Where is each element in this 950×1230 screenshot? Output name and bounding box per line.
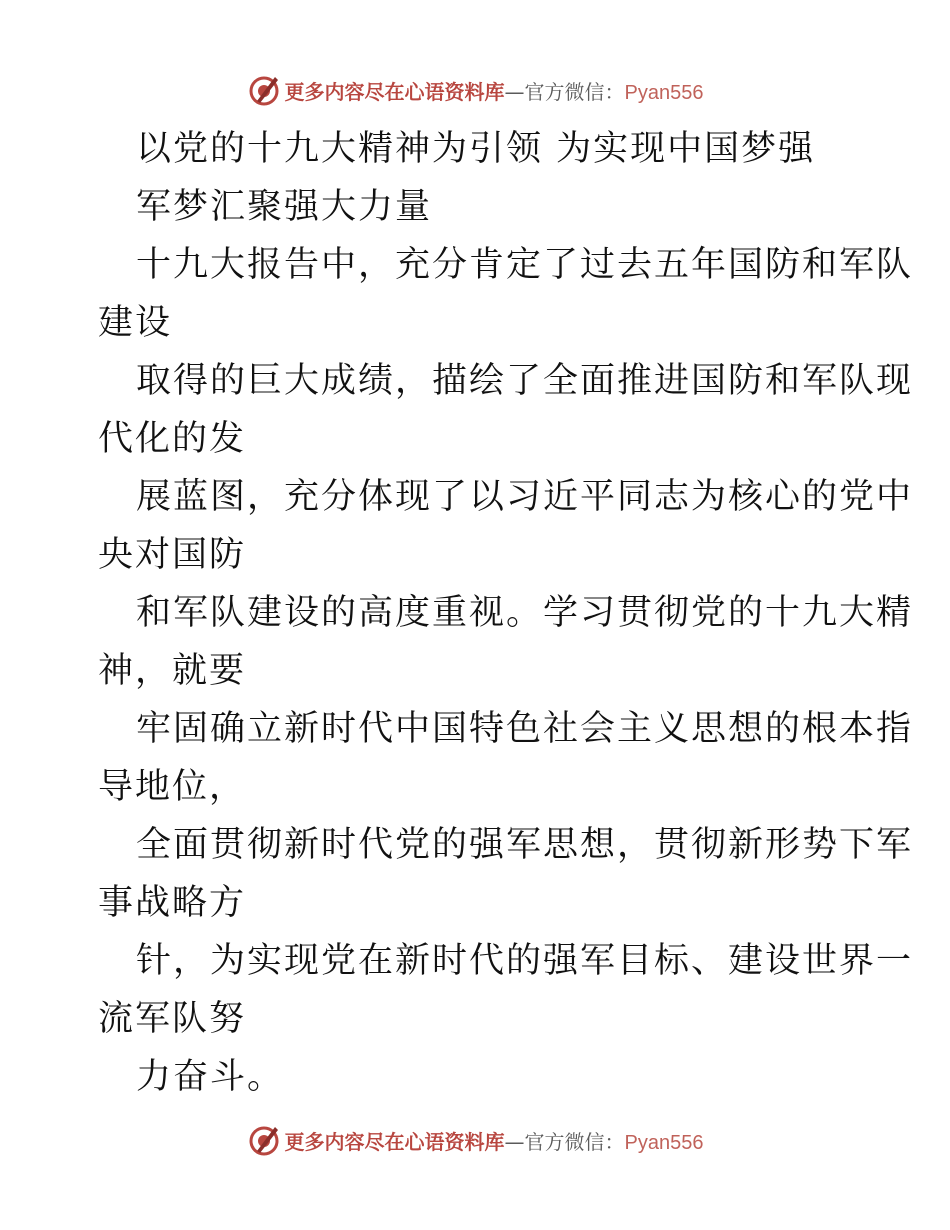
text-line: 取得的巨大成绩，描绘了全面推进国防和军队现 xyxy=(136,361,914,401)
header-banner xyxy=(0,70,950,110)
text-line: 流军队努 xyxy=(98,999,247,1039)
banner-wechat-label: —官方微信： xyxy=(504,1129,625,1154)
text-line: 事战略方 xyxy=(98,883,247,923)
footer-banner xyxy=(0,1120,950,1160)
text-line: 导地位， xyxy=(98,767,247,807)
banner-text xyxy=(285,1126,704,1155)
banner-site-name: 更多内容尽在心语资料库 xyxy=(284,79,505,104)
text-line: 军梦汇聚强大力量 xyxy=(136,187,433,227)
banner-text xyxy=(285,76,704,105)
banner-wechat-id: Pyan556 xyxy=(624,81,704,104)
banner-site-name: 更多内容尽在心语资料库 xyxy=(284,1129,505,1154)
quill-logo-icon xyxy=(247,73,281,107)
text-line: 力奋斗。 xyxy=(136,1057,285,1097)
text-line: 针，为实现党在新时代的强军目标、建设世界一 xyxy=(136,941,914,981)
text-line: 代化的发 xyxy=(98,419,247,459)
text-line: 全面贯彻新时代党的强军思想，贯彻新形势下军 xyxy=(136,825,914,865)
banner-wechat-label: —官方微信： xyxy=(504,79,625,104)
banner-wechat-id: Pyan556 xyxy=(624,1131,704,1154)
quill-logo-icon xyxy=(247,1123,281,1157)
text-line: 央对国防 xyxy=(98,535,247,575)
text-line: 和军队建设的高度重视。学习贯彻党的十九大精 xyxy=(136,593,914,633)
text-line: 神，就要 xyxy=(98,651,247,691)
text-line: 建设 xyxy=(98,303,173,343)
text-line: 以党的十九大精神为引领 为实现中国梦强 xyxy=(136,129,816,169)
document-body xyxy=(98,120,914,1106)
text-line: 牢固确立新时代中国特色社会主义思想的根本指 xyxy=(136,709,914,749)
text-line: 展蓝图，充分体现了以习近平同志为核心的党中 xyxy=(136,477,914,517)
text-line: 十九大报告中，充分肯定了过去五年国防和军队 xyxy=(136,245,914,285)
